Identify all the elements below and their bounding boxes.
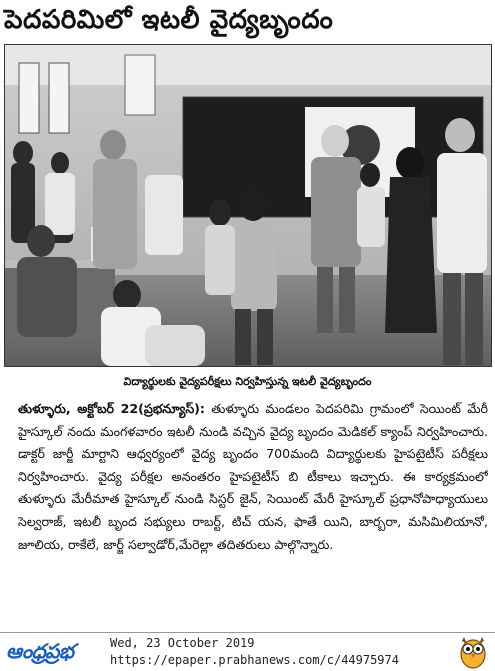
photo-caption: విద్యార్థులకు వైద్యపరీక్షలు నిర్వహిస్తున్న ఇటలీ వైద్యబృందం — [123, 375, 372, 388]
epaper-url[interactable]: https://epaper.prabhanews.com/c/44975974 — [110, 653, 399, 667]
edition-date: Wed, 23 October 2019 — [110, 636, 255, 650]
headline: పెదపరిమిలో ఇటలీ వైద్యబృందం — [4, 5, 334, 35]
article-body — [18, 398, 488, 628]
newspaper-logo: ఆంధ్రప్రభ — [6, 639, 74, 663]
news-photo-illustration — [5, 45, 491, 366]
footer — [0, 632, 495, 671]
footer-meta — [110, 635, 399, 669]
article-dateline: తుళ్ళూరు, అక్టోబర్ 22(ప్రభన్యూస్): — [18, 401, 205, 416]
news-photo — [4, 44, 492, 367]
owl-icon — [459, 635, 487, 669]
article-text: తుళ్ళూరు మండలం పెదపరిమి గ్రామంలో సెయింట్ మేరీ హైస్కూల్ నందు మంగళవారం ఇటలీ నుండి వచ్చిన వైద్య బృందం మెడికల్ క్యాంప్ నిర్వహించారు. డాక్టర్ జార్జీ మార్టాని ఆధ్వర్యంలో వైద్య బృందం 700మంది విద్యార్థులకు హైపటైటీస్ పరీక్షలు నిర్వహించారు. వైద్య పరీక్షల అనంతరం హైపటైటీస్ బి టీకాలు ఇచ్చారు. ఈ కార్యక్రమంలో తుళ్ళూరు మేరీమాత హైస్కూల్ నుండి సిస్టర్ జైన్, సెయింట్ మేరీ హైస్కూల్ ప్రధానోపాధ్యాయులు సెల్వరాజ్, ఇటలీ బృంద సభ్యులు రాబర్ట్, టిచ్ యన, ఫాతే యిని, బార్బరా, మసిమిలియానో, జూలియ, రాకేలే, జార్జ్ సల్వాడోర్,మేరెల్లా తదితరులు పాల్గొన్నారు. — [18, 401, 488, 552]
